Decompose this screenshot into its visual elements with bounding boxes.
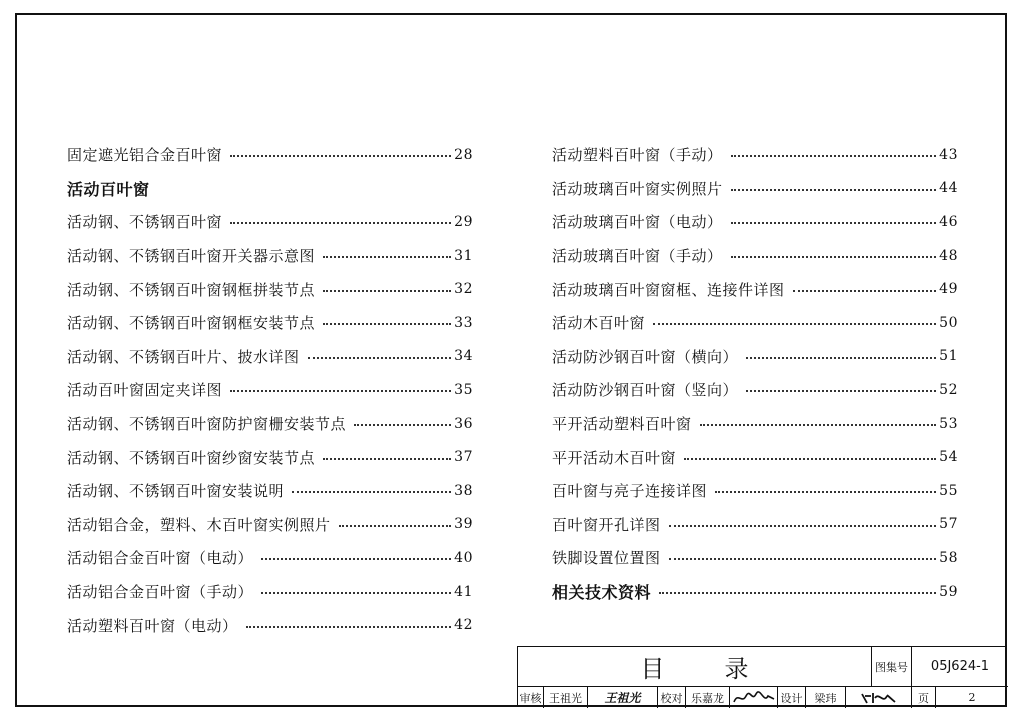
toc-entry (67, 138, 473, 172)
toc-dot-leader (246, 625, 452, 628)
toc-entry (552, 239, 958, 273)
toc-entry-title: 活动百叶窗 (67, 179, 150, 199)
toc-dot-leader (230, 221, 451, 224)
toc-entry-title: 活动玻璃百叶窗窗框、连接件详图 (552, 280, 785, 299)
toc-entry-title: 活动钢、不锈钢百叶窗钢框拼装节点 (67, 280, 316, 299)
toc-entry-page: 41 (454, 583, 473, 600)
toc-section-heading (552, 575, 958, 609)
toc-entry-title: 活动防沙钢百叶窗（竖向） (552, 381, 739, 400)
toc-entry-title: 活动百叶窗固定夹详图 (67, 381, 223, 400)
toc-dot-leader (323, 289, 451, 292)
toc-dot-leader (323, 457, 451, 460)
toc-entry-title: 活动塑料百叶窗（手动） (552, 146, 723, 165)
toc-dot-leader (354, 423, 451, 426)
toc-entry (552, 407, 958, 441)
designer-name: 梁玮 (806, 687, 846, 708)
toc-entry-page: 54 (939, 449, 958, 466)
toc-dot-leader (731, 154, 937, 157)
designer-signature (846, 687, 912, 708)
toc-dot-leader (308, 356, 452, 359)
toc-dot-leader (669, 524, 937, 527)
toc-entry-page: 43 (939, 146, 958, 163)
toc-entry-title: 活动钢、不锈钢百叶窗钢框安装节点 (67, 314, 316, 333)
toc-dot-leader (746, 389, 936, 392)
toc-dot-leader (700, 423, 937, 426)
toc-entry-page: 58 (939, 549, 958, 566)
toc-entry (552, 138, 958, 172)
toc-entry-page: 52 (939, 381, 958, 398)
toc-entry-title: 铁脚设置位置图 (552, 549, 661, 568)
toc-entry (67, 272, 473, 306)
toc-entry-title: 活动铝合金百叶窗（手动） (67, 583, 254, 602)
toc-entry (552, 205, 958, 239)
toc-dot-leader (659, 591, 936, 594)
toc-entry-page: 37 (454, 449, 473, 466)
toc-entry-title: 百叶窗开孔详图 (552, 515, 661, 534)
document-title: 目录 (518, 647, 872, 687)
toc-dot-leader (746, 356, 936, 359)
toc-entry-page: 32 (454, 281, 473, 298)
toc-entry-page: 36 (454, 415, 473, 432)
toc-entry-title: 活动玻璃百叶窗实例照片 (552, 179, 723, 198)
checker-signature-scribble (732, 690, 776, 706)
toc-dot-leader (292, 490, 451, 493)
toc-entry-title: 活动钢、不锈钢百叶窗安装说明 (67, 482, 285, 501)
toc-entry (67, 474, 473, 508)
toc-entry (552, 508, 958, 542)
design-label: 设计 (778, 687, 806, 708)
toc-dot-leader (261, 591, 451, 594)
toc-dot-leader (669, 557, 937, 560)
toc-entry-title: 活动塑料百叶窗（电动） (67, 616, 238, 635)
toc-entry-title: 活动玻璃百叶窗（电动） (552, 213, 723, 232)
toc-entry-page: 34 (454, 348, 473, 365)
toc-entry (67, 541, 473, 575)
toc-entry-title: 固定遮光铝合金百叶窗 (67, 146, 223, 165)
toc-entry-page: 50 (939, 314, 958, 331)
atlas-number-label: 图集号 (872, 647, 912, 687)
toc-dot-leader (339, 524, 452, 527)
toc-entry-page: 33 (454, 314, 473, 331)
toc-entry-page: 42 (454, 617, 473, 634)
toc-entry (552, 440, 958, 474)
page-label: 页 (912, 687, 936, 708)
reviewer-signature: 王祖光 (588, 687, 658, 708)
toc-entry-page: 39 (454, 516, 473, 533)
toc-dot-leader (684, 457, 936, 460)
check-label: 校对 (658, 687, 686, 708)
toc-dot-leader (230, 154, 451, 157)
toc-entry-title: 平开活动塑料百叶窗 (552, 415, 692, 434)
toc-left-column (67, 138, 473, 642)
toc-entry (552, 541, 958, 575)
toc-entry-page: 48 (939, 247, 958, 264)
toc-entry-title: 活动铝合金，塑料、木百叶窗实例照片 (67, 515, 331, 534)
toc-dot-leader (715, 490, 936, 493)
toc-entry-title: 活动防沙钢百叶窗（横向） (552, 347, 739, 366)
page-number: 2 (968, 691, 976, 704)
toc-entry-page: 44 (939, 180, 958, 197)
title-block (517, 646, 1007, 707)
toc-entry-title: 活动玻璃百叶窗（手动） (552, 247, 723, 266)
toc-right-column (552, 138, 958, 608)
designer-signature-scribble (859, 690, 899, 706)
toc-entry-title: 活动钢、不锈钢百叶窗 (67, 213, 223, 232)
toc-entry (552, 306, 958, 340)
toc-entry-title: 活动钢、不锈钢百叶窗纱窗安装节点 (67, 448, 316, 467)
toc-entry (67, 407, 473, 441)
review-label: 审核 (518, 687, 544, 708)
reviewer-name: 王祖光 (544, 687, 588, 708)
toc-entry-page: 31 (454, 247, 473, 264)
toc-dot-leader (323, 322, 451, 325)
toc-entry (552, 373, 958, 407)
toc-dot-leader (323, 255, 451, 258)
toc-entry (67, 340, 473, 374)
toc-entry-page: 28 (454, 146, 473, 163)
toc-entry-title: 相关技术资料 (552, 583, 652, 603)
toc-entry (67, 306, 473, 340)
toc-entry (67, 508, 473, 542)
toc-entry-page: 35 (454, 381, 473, 398)
toc-entry-title: 平开活动木百叶窗 (552, 448, 677, 467)
toc-entry-page: 49 (939, 281, 958, 298)
toc-dot-leader (731, 255, 937, 258)
toc-entry-page: 46 (939, 213, 958, 230)
toc-dot-leader (653, 322, 936, 325)
toc-entry (67, 205, 473, 239)
toc-entry-title: 活动钢、不锈钢百叶片、披水详图 (67, 347, 300, 366)
toc-dot-leader (261, 557, 451, 560)
toc-dot-leader (731, 221, 937, 224)
toc-entry (67, 608, 473, 642)
toc-entry-page: 29 (454, 213, 473, 230)
atlas-number: 05J624-1 (912, 647, 1008, 687)
toc-entry-title: 活动木百叶窗 (552, 314, 646, 333)
toc-entry (67, 440, 473, 474)
toc-dot-leader (793, 289, 937, 292)
checker-name: 乐嘉龙 (686, 687, 730, 708)
checker-signature (730, 687, 778, 708)
toc-entry-page: 57 (939, 516, 958, 533)
toc-entry-title: 活动铝合金百叶窗（电动） (67, 549, 254, 568)
toc-entry-page: 40 (454, 549, 473, 566)
toc-section-heading (67, 172, 473, 206)
toc-dot-leader (230, 389, 451, 392)
toc-entry-page: 38 (454, 482, 473, 499)
toc-entry-title: 活动钢、不锈钢百叶窗开关器示意图 (67, 247, 316, 266)
toc-entry-page: 53 (939, 415, 958, 432)
toc-entry-title: 百叶窗与亮子连接详图 (552, 482, 708, 501)
toc-entry (67, 373, 473, 407)
toc-entry (552, 272, 958, 306)
toc-entry-page: 55 (939, 482, 958, 499)
toc-entry (552, 340, 958, 374)
toc-entry-page: 59 (939, 583, 958, 600)
toc-entry-page: 51 (939, 348, 958, 365)
toc-entry (552, 474, 958, 508)
toc-entry-title: 活动钢、不锈钢百叶窗防护窗栅安装节点 (67, 415, 347, 434)
toc-entry (552, 172, 958, 206)
toc-entry (67, 575, 473, 609)
toc-dot-leader (731, 188, 937, 191)
toc-entry (67, 239, 473, 273)
